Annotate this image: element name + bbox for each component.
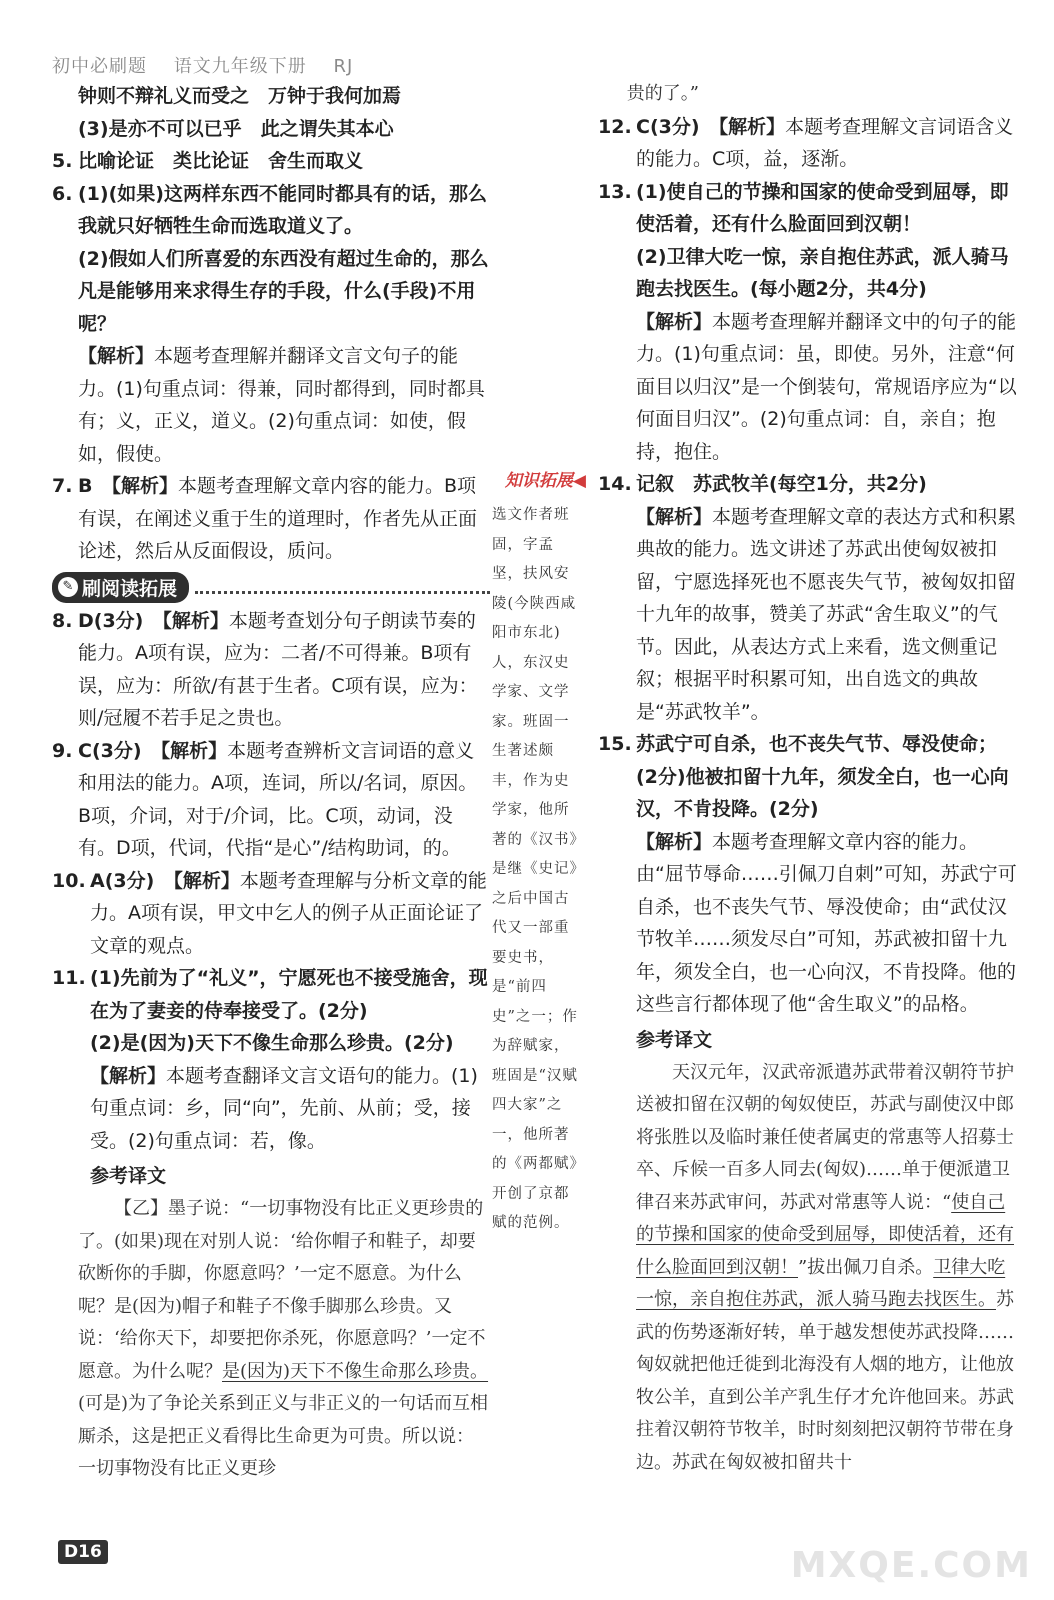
analysis-tag: 【解析】 bbox=[636, 310, 713, 333]
answer-choice: A(3分) bbox=[90, 869, 155, 892]
analysis-tag: 【解析】 bbox=[636, 505, 713, 528]
analysis-tag: 【解析】 bbox=[160, 739, 228, 762]
analysis-text: 本题考查理解文章内容的能力。B项有误，在阐述义重于生的道理时，作者先从正面论述，然后从反面假设，质问。 bbox=[78, 475, 478, 562]
answer-item-8 bbox=[52, 605, 490, 735]
sidebar-title: 知识拓展◀ bbox=[504, 471, 586, 491]
answer-choice: C(3分) bbox=[78, 739, 142, 762]
translation-text: 天汉元年，汉武帝派遣苏武带着汉朝符节护送被扣留在汉朝的匈奴使臣，苏武与副使汉中郎将张胜以及临时兼任使者属吏的常惠等人招募士卒、斥候一百多人同去(匈奴)……单于便派遣卫律召来苏武审问，苏武对常惠等人说：“ bbox=[636, 1061, 1014, 1213]
answer-choice: B bbox=[78, 475, 93, 497]
analysis-tag: 【解析】 bbox=[636, 830, 713, 853]
continuation-line: (3)是亦不可以已乎 此之谓失其本心 bbox=[78, 117, 394, 140]
analysis-text: 本题考查辨析文言词语的意义和用法的能力。A项，连词，所以/名词，原因。B项，介词，对于/介词，比。C项，动词，没有。D项，代词，代指“是心”/结构助词，的。 bbox=[78, 739, 478, 859]
analysis bbox=[636, 826, 1018, 1021]
underlined-text: 是(因为)天下不像生命那么珍贵。 bbox=[222, 1360, 489, 1382]
left-column bbox=[52, 80, 490, 1486]
book-name: 初中必刷题 bbox=[52, 56, 147, 77]
answer-item-6 bbox=[52, 178, 490, 471]
answer-text: 记叙 苏武牧羊(每空1分，共2分) bbox=[636, 473, 927, 495]
dotted-divider bbox=[195, 581, 490, 594]
answer-text: 苏武宁可自杀，也不丧失气节、辱没使命；(2分)他被扣留十九年，须发全白，也一心向汉，不肯投降。(2分) bbox=[636, 733, 1009, 820]
translation-text: 苏武的伤势逐渐好转，单于越发想使苏武投降……匈奴就把他迁徙到北海没有人烟的地方，让他放牧公羊，直到公羊产乳生仔才允许他回来。苏武拄着汉朝符节牧羊，时时刻刻把汉朝符节带在身边。苏武在匈奴被扣留共十 bbox=[636, 1289, 1014, 1473]
question-number: 15. bbox=[598, 733, 632, 755]
right-column bbox=[598, 78, 1018, 1479]
answer-text: (1)使自己的节操和国家的使命受到屈辱，即使活着，还有什么脸面回到汉朝！ bbox=[636, 180, 1009, 235]
analysis-text: 本题考查理解与分析文章的能力。A项有误，甲文中乞人的例子从正面论证了文章的观点。 bbox=[90, 869, 487, 957]
subject-name: 语文九年级下册 bbox=[173, 56, 307, 77]
answer-text: (2)假如人们所喜爱的东西没有超过生命的，那么凡是能够用来求得生存的手段，什么(手段)不用呢？ bbox=[78, 247, 489, 335]
analysis-tag: 【解析】 bbox=[173, 869, 240, 892]
answer-text: 比喻论证 类比论证 舍生而取义 bbox=[78, 150, 364, 172]
analysis bbox=[636, 501, 1018, 729]
question-number: 9. bbox=[52, 739, 73, 762]
answer-item-11 bbox=[52, 962, 490, 1193]
question-number: 7. bbox=[52, 475, 73, 497]
answer-item-13 bbox=[598, 176, 1018, 469]
answer-item-15 bbox=[598, 728, 1018, 1057]
question-number: 8. bbox=[52, 609, 73, 632]
analysis-text: 本题考查理解文言词语含义的能力。C项，益，逐渐。 bbox=[636, 115, 1014, 170]
analysis-text: 本题考查划分句子朗读节奏的能力。A项有误，应为：二者/不可得兼。B项有误，应为：所欲/有甚于生者。C项有误，应为：则/冠履不若手足之贵也。 bbox=[78, 609, 478, 729]
analysis-text: 本题考查理解文章内容的能力。由“屈节辱命……引佩刀自刺”可知，苏武宁可自杀，也不丧失气节、辱没使命；由“武仗汉节牧羊……须发尽白”可知，苏武被扣留十九年，须发全白，也一心向汉，不肯投降。他的这些言行都体现了他“舍生取义”的品格。 bbox=[636, 830, 1017, 1015]
answer-choice: C(3分) bbox=[636, 115, 700, 138]
answer-item-9 bbox=[52, 735, 490, 865]
answer-text: (2)卫律大吃一惊，亲自抱住苏武，派人骑马跑去找医生。(每小题2分，共4分) bbox=[636, 245, 1009, 300]
answer-text: (2)是(因为)天下不像生命那么珍贵。(2分) bbox=[90, 1032, 454, 1054]
question-number: 6. bbox=[52, 182, 73, 205]
analysis-text: 本题考查理解并翻译文言文句子的能力。(1)句重点词：得兼，同时都得到，同时都具有；义，正义，道义。(2)句重点词：如使，假如，假使。 bbox=[78, 345, 485, 465]
reference-translation-title: 参考译文 bbox=[90, 1165, 167, 1187]
page-number: D16 bbox=[58, 1540, 108, 1564]
analysis bbox=[78, 340, 490, 470]
answer-item-10 bbox=[52, 865, 490, 963]
section-title: 刷阅读拓展 bbox=[82, 577, 178, 600]
analysis-tag: 【解析】 bbox=[718, 115, 786, 138]
sidebar-text: 选文作者班固，字孟坚，扶风安陵(今陕西咸阳市东北)人，东汉史学家、文学家。班固一生著述颇丰，作为史学家，他所著的《汉书》是继《史记》之后中国古代又一部重要史书，是“前四史”之一；作为辞赋家，班固是“汉赋四大家”之一，他所著的《两都赋》开创了京都赋的范例。 bbox=[492, 507, 578, 1231]
reference-translation-title: 参考译文 bbox=[636, 1028, 713, 1051]
page-header bbox=[52, 52, 373, 78]
reference-translation bbox=[52, 1193, 490, 1486]
answer-item-14 bbox=[598, 468, 1018, 728]
continuation-line: 贵的了。” bbox=[626, 83, 699, 104]
underlined-text: 卫律大吃一惊，亲自抱住苏武，派人骑马跑去找医生。 bbox=[636, 1256, 1006, 1310]
translation-text: ”拔出佩刀自杀。 bbox=[798, 1256, 934, 1278]
question-number: 5. bbox=[52, 150, 73, 172]
analysis bbox=[90, 1060, 490, 1158]
question-number: 13. bbox=[598, 180, 632, 203]
translation-text: 【乙】墨子说：“一切事物没有比正义更珍贵的了。(如果)现在对别人说：‘给你帽子和鞋子，却要砍断你的手脚，你愿意吗？’一定不愿意。为什么呢？是(因为)帽子和鞋子不像手脚那么珍贵。又说：‘给你天下，却要把你杀死，你愿意吗？’一定不愿意。为什么呢？ bbox=[78, 1198, 486, 1382]
watermark: MXQE.COM bbox=[790, 1545, 1032, 1586]
analysis-text: 本题考查翻译文言文语句的能力。(1)句重点词：乡，同“向”，先前、从前；受，接受。(2)句重点词：若，像。 bbox=[90, 1064, 478, 1152]
analysis bbox=[636, 306, 1018, 469]
answer-item-7 bbox=[52, 470, 490, 568]
answer-item-12 bbox=[598, 111, 1018, 176]
question-number: 11. bbox=[52, 967, 86, 989]
question-number: 10. bbox=[52, 869, 86, 892]
analysis-tag: 【解析】 bbox=[78, 345, 155, 367]
knowledge-extension-sidebar bbox=[490, 466, 590, 1239]
analysis-tag: 【解析】 bbox=[111, 475, 179, 497]
underlined-text: 使自己的节操和国家的使命受到屈辱，即使活着，还有什么脸面回到汉朝！ bbox=[636, 1191, 1014, 1278]
continuation-line: 钟则不辩礼义而受之 万钟于我何加焉 bbox=[78, 85, 402, 107]
translation-text: (可是)为了争论关系到正义与非正义的一句话而互相厮杀，这是把正义看得比生命更为可贵。所以说：一切事物没有比正义更珍 bbox=[78, 1393, 489, 1479]
reference-translation bbox=[598, 1057, 1018, 1480]
question-number: 12. bbox=[598, 115, 632, 138]
answer-text: (1)(如果)这两样东西不能同时都具有的话，那么我就只好牺牲生命而选取道义了。 bbox=[78, 182, 487, 237]
analysis-tag: 【解析】 bbox=[90, 1064, 167, 1087]
answer-choice: D(3分) bbox=[78, 609, 144, 632]
analysis-tag: 【解析】 bbox=[162, 609, 229, 632]
question-number: 14. bbox=[598, 473, 632, 495]
answer-text: (1)先前为了“礼义”，宁愿死也不接受施舍，现在为了妻妾的侍奉接受了。(2分) bbox=[90, 967, 488, 1022]
analysis-text: 本题考查理解文章的表达方式和积累典故的能力。选文讲述了苏武出使匈奴被扣留，宁愿选择死也不愿丧失气节，被匈奴扣留十九年的故事，赞美了苏武“舍生取义”的气节。因此，从表达方式上来看，选文侧重记叙；根据平时积累可知，出自选文的典故是“苏武牧羊”。 bbox=[636, 505, 1017, 723]
edition-label: RJ bbox=[333, 56, 354, 77]
answer-item-5 bbox=[52, 145, 490, 178]
book-icon: ✎ bbox=[58, 577, 78, 597]
analysis-text: 本题考查理解并翻译文中的句子的能力。(1)句重点词：虽，即使。另外，注意“何面目以归汉”是一个倒装句，常规语序应为“以何面目归汉”。(2)句重点词：自，亲自；抱持，抱住。 bbox=[636, 310, 1017, 463]
section-badge bbox=[52, 572, 189, 603]
section-heading bbox=[52, 572, 490, 603]
